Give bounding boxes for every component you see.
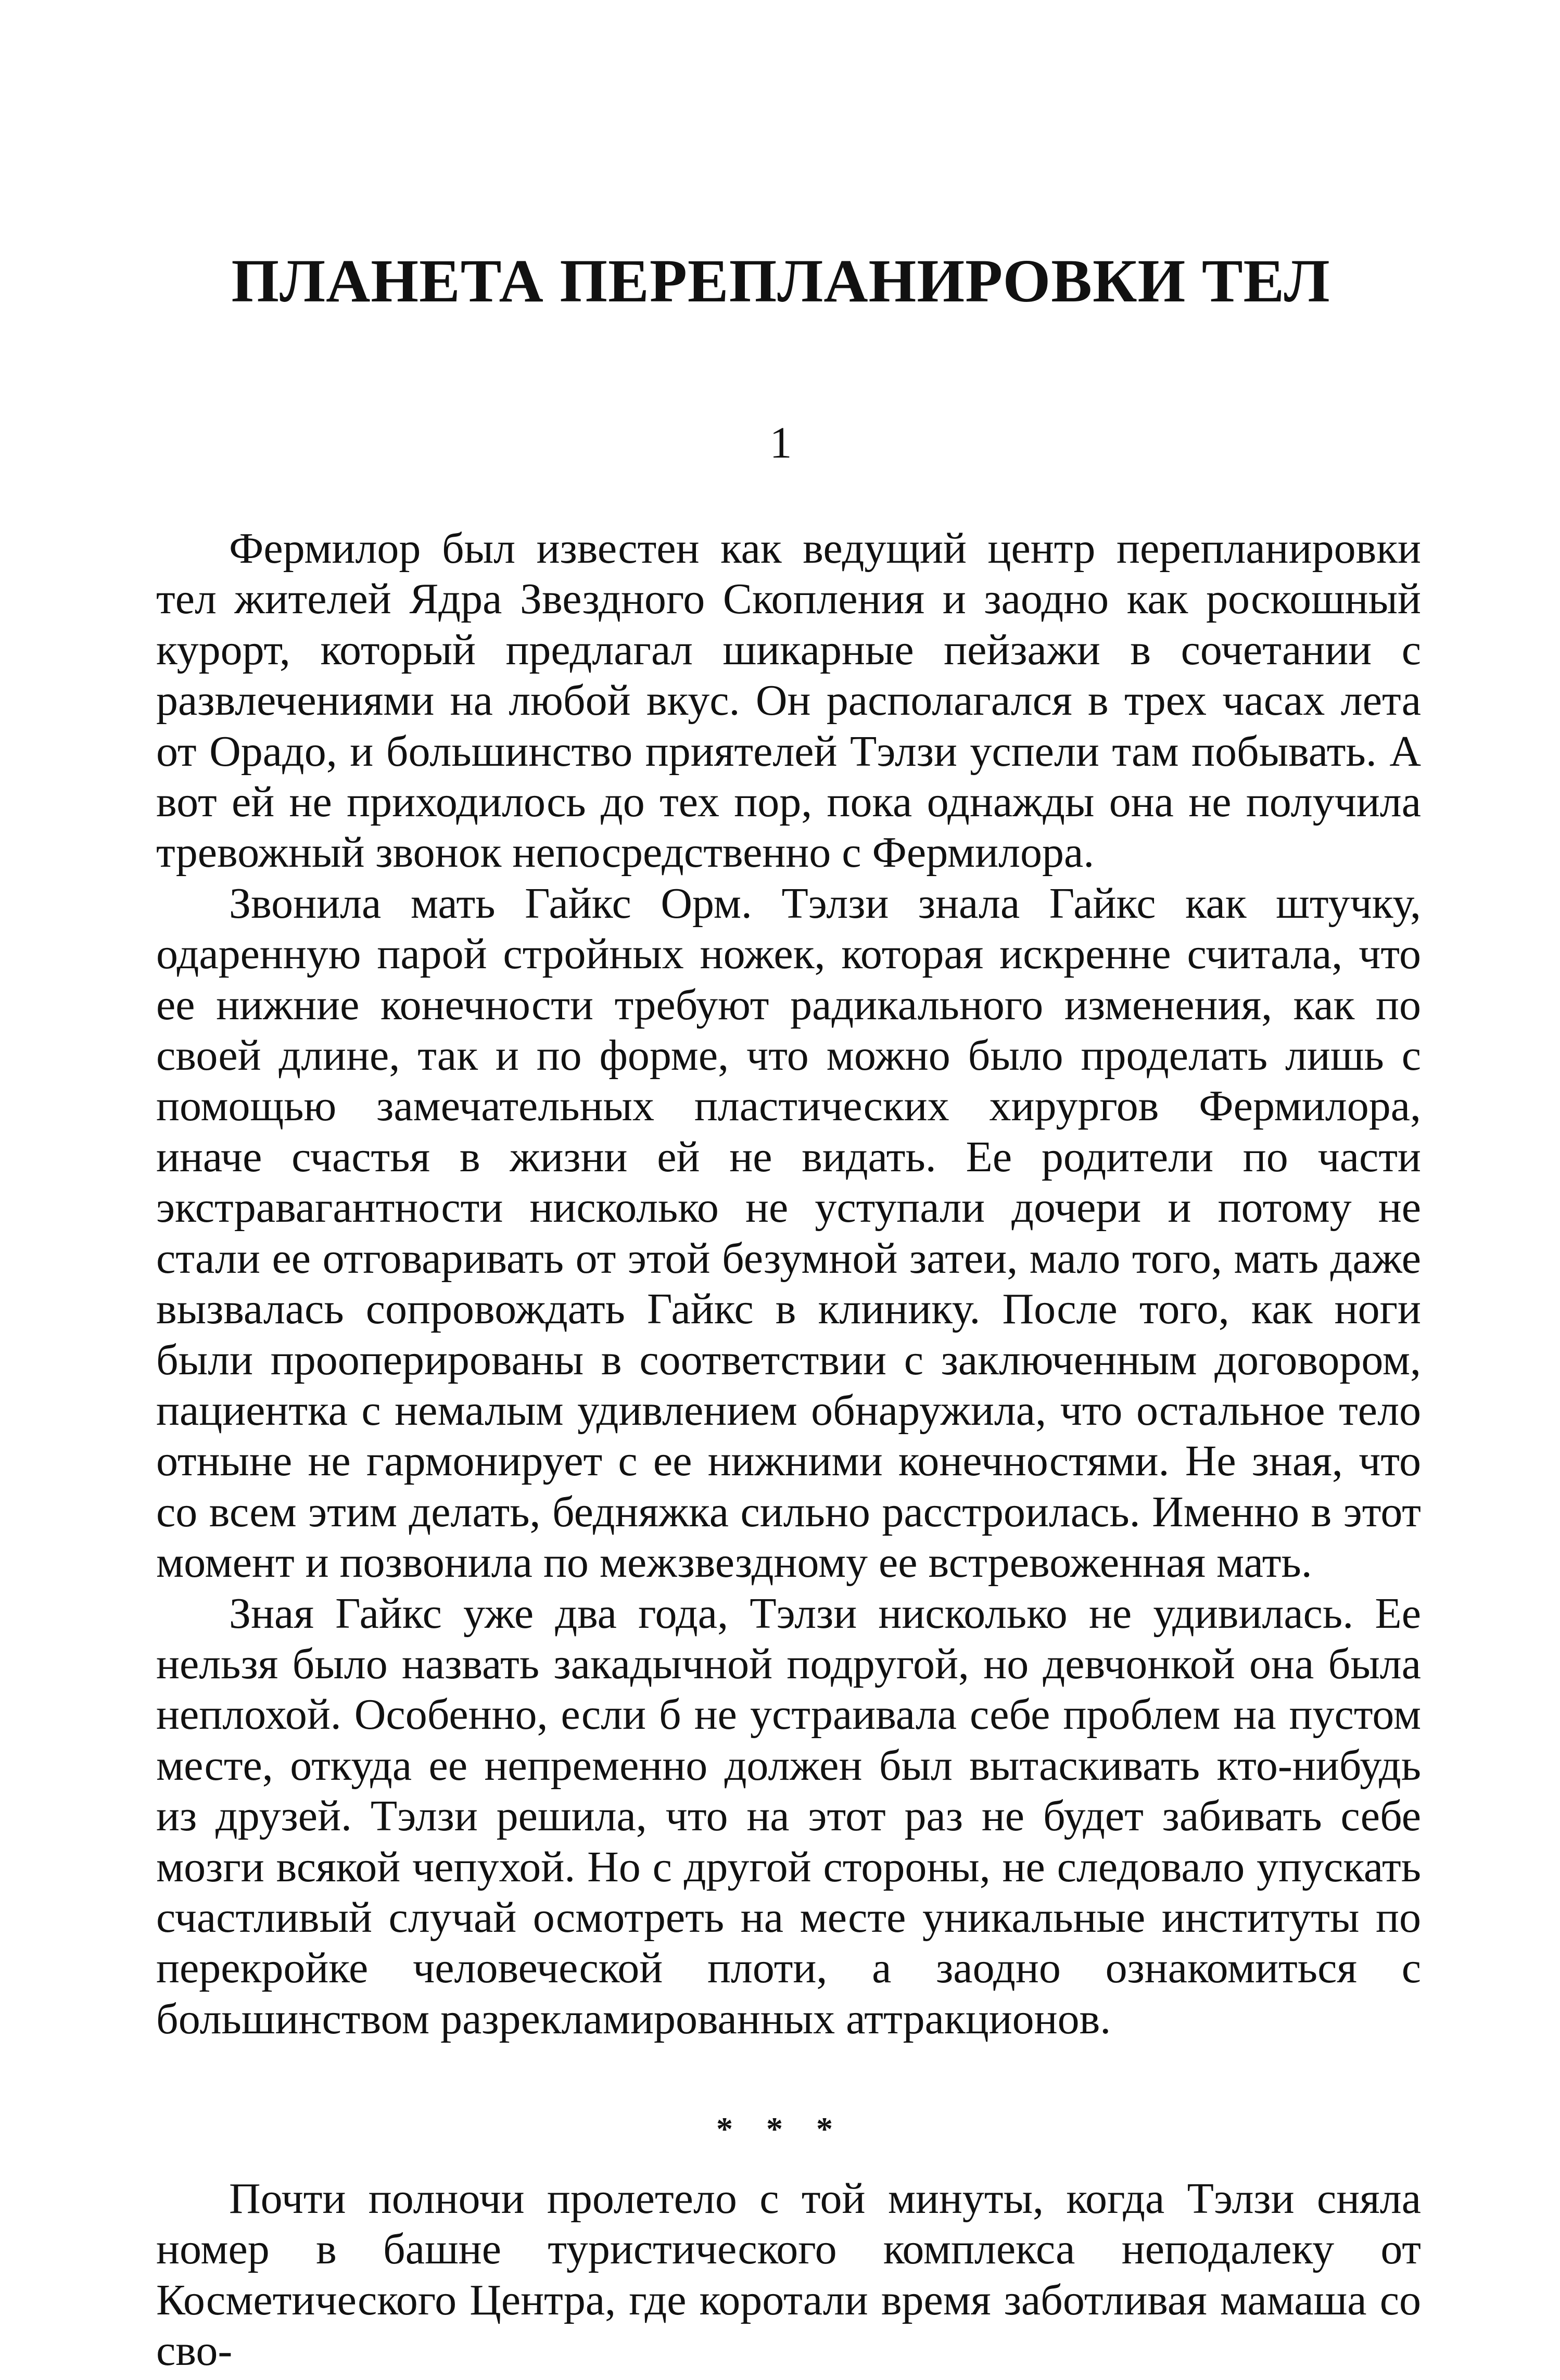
scene-break: * * * [716, 2110, 845, 2147]
chapter-number: 1 [769, 417, 792, 467]
paragraph-2: Звонила мать Гайкс Орм. Тэлзи знала Гайкс как штучку, одаренную парой стройных ножек, которая искренне считала, что ее нижние конечности требуют радикального изменения, как по своей длине, так и по форме, что можно было проделать лишь с помощью замечательных пластических хирургов Фермилора, иначе счастья в жизни ей не видать. Ее родители по части экстравагантности нисколько не уступали дочери и потому не стали ее отговаривать от этой безумной затеи, мало того, мать даже вызвалась сопровождать Гайкс в клинику. После того, как ноги были прооперированы в соответствии с заключенным договором, пациентка с немалым удивлением обнаружила, что остальное тело отныне не гармонирует с ее нижними конечностями. Не зная, что со всем этим делать, бедняжка сильно расстроилась. Именно в этот момент и позвонила по межзвездному ее встревоженная мать. [156, 879, 1421, 1587]
paragraph-1: Фермилор был известен как ведущий центр перепланировки тел жителей Ядра Звездного Скопления и заодно как роскошный курорт, который предлагал шикарные пейзажи в сочетании с развлечениями на любой вкус. Он располагался в трех часах лета от Орадо, и большинство приятелей Тэлзи успели там побывать. А вот ей не приходилось до тех пор, пока однажды она не получила тревожный звонок непосредственно с Фермилора. [156, 524, 1421, 877]
chapter-title: ПЛАНЕТА ПЕРЕПЛАНИРОВКИ ТЕЛ [231, 247, 1330, 315]
paragraph-3: Зная Гайкс уже два года, Тэлзи нисколько не удивилась. Ее нельзя было назвать закадычной подругой, но девчонкой она была неплохой. Особенно, если б не устраивала себе проблем на пустом месте, откуда ее непременно должен был вытаскивать кто-нибудь из друзей. Тэлзи решила, что на этот раз не будет забивать себе мозги всякой чепухой. Но с другой стороны, не следовало упускать счастливый случай осмотреть на месте уникальные институты по перекройке человеческой плоти, а заодно ознакомиться с большинством разрекламированных аттракционов. [156, 1589, 1421, 2043]
section-body [156, 2173, 1421, 2376]
chapter-body [156, 523, 1421, 2044]
paragraph-4: Почти полночи пролетело с той минуты, когда Тэлзи сняла номер в башне туристического комплекса неподалеку от Косметического Центра, где коротали время заботливая мамаша со сво- [156, 2174, 1421, 2375]
